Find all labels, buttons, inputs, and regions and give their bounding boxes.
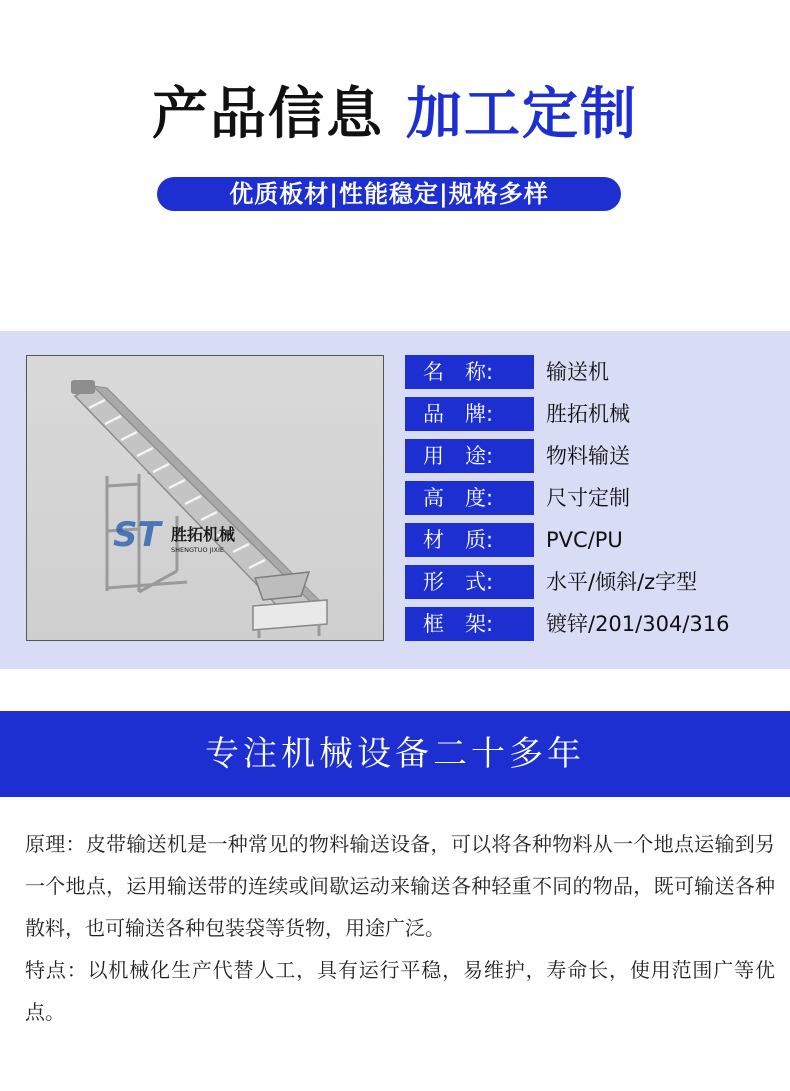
spec-label: 材 质:	[405, 523, 534, 557]
spec-value: 镀锌/201/304/316	[546, 612, 730, 636]
spec-label: 用 途:	[405, 439, 534, 473]
spec-label: 名 称:	[405, 355, 534, 389]
features-text: 特点：以机械化生产代替人工，具有运行平稳，易维护，寿命长，使用范围广等优点。	[25, 958, 775, 1024]
page-title	[0, 82, 790, 148]
description	[25, 823, 775, 1033]
spec-label: 框 架:	[405, 607, 534, 641]
watermark-pinyin: SHENGTUO JIXIE	[171, 546, 225, 554]
spec-value: PVC/PU	[546, 528, 623, 552]
title-main: 产品信息	[152, 82, 384, 147]
principle-text: 原理：皮带输送机是一种常见的物料输送设备，可以将各种物料从一个地点运输到另一个地点，运用输送带的连续或间歇运动来输送各种轻重不同的物品，既可输送各种散料，也可输送各种包装袋等货物，用途广泛。	[25, 832, 775, 940]
watermark-logo: ST	[113, 515, 161, 555]
spec-label: 形 式:	[405, 565, 534, 599]
spec-label: 高 度:	[405, 481, 534, 515]
spec-value: 输送机	[546, 360, 609, 384]
experience-banner: 专注机械设备二十多年	[0, 711, 790, 797]
spec-value: 尺寸定制	[546, 486, 630, 510]
tagline-pill: 优质板材|性能稳定|规格多样	[157, 177, 621, 211]
spec-label: 品 牌:	[405, 397, 534, 431]
spec-value: 胜拓机械	[546, 402, 630, 426]
title-accent: 加工定制	[406, 82, 638, 147]
conveyor-illustration	[27, 356, 384, 641]
watermark-name: 胜拓机械	[171, 525, 236, 544]
product-photo	[26, 355, 384, 641]
spec-panel	[0, 331, 790, 669]
spec-value: 水平/倾斜/z字型	[546, 570, 698, 594]
spec-value: 物料输送	[546, 444, 630, 468]
